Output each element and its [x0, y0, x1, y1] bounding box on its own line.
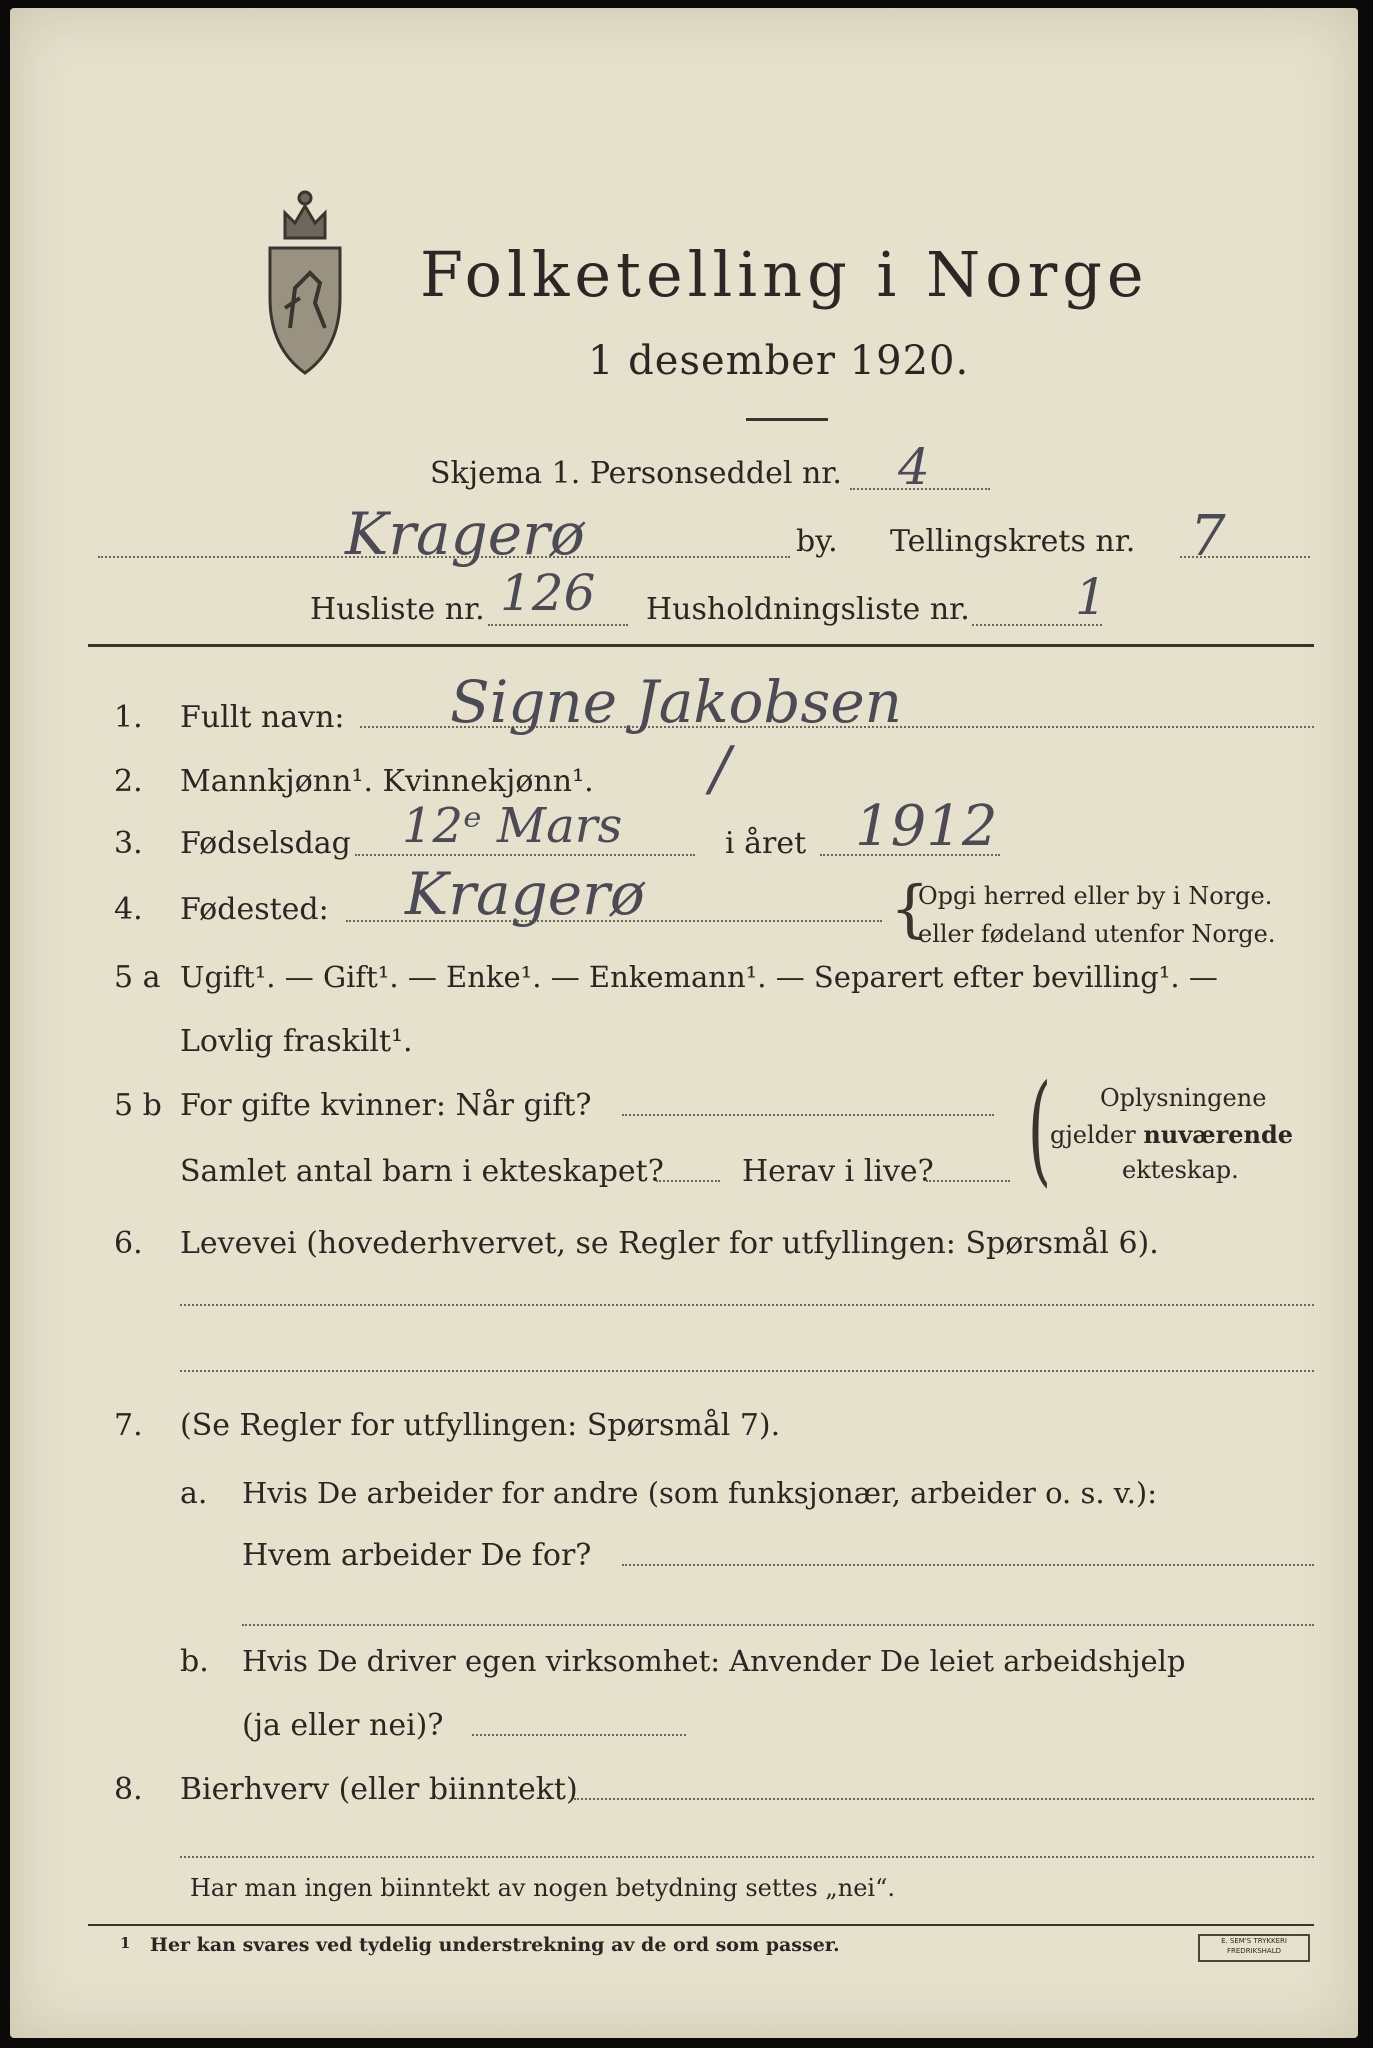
- q6-number: 6.: [114, 1226, 143, 1261]
- q3-number: 3.: [114, 826, 143, 861]
- footnote-rule: [88, 1924, 1314, 1926]
- skjema-value: 4: [898, 438, 930, 496]
- husliste-label: Husliste nr.: [310, 592, 485, 627]
- q7-number: 7.: [114, 1408, 143, 1443]
- q3-value: 12ᵉ Mars: [402, 798, 623, 854]
- q1-label: Fullt navn:: [180, 700, 345, 735]
- q8-label: Bierhverv (eller biinntekt): [180, 1772, 578, 1807]
- q7b-number: b.: [180, 1644, 209, 1679]
- footnote-text: Her kan svares ved tydelig understrekning av de ord som passer.: [150, 1934, 840, 1956]
- title-divider: [746, 418, 828, 421]
- husliste-value: 126: [500, 564, 596, 622]
- q5b-brace: (: [1027, 1060, 1052, 1199]
- q5a-line-1: Ugift¹. — Gift¹. — Enke¹. — Enkemann¹. — Separert efter bevilling¹. —: [180, 960, 1218, 994]
- q5b-line-1: For gifte kvinner: Når gift?: [180, 1088, 592, 1123]
- q4-note-1: Opgi herred eller by i Norge.: [918, 882, 1273, 910]
- q4-brace: {: [890, 872, 930, 945]
- q6-line-1: [180, 1304, 1314, 1306]
- q7a-line-2: Hvem arbeider De for?: [242, 1538, 592, 1573]
- q5b-gift-line: [622, 1114, 994, 1116]
- q8-line-extra: [180, 1856, 1314, 1858]
- q8-note: Har man ingen biinntekt av nogen betydning settes „nei“.: [190, 1874, 895, 1902]
- q7a-number: a.: [180, 1476, 208, 1511]
- q5b-note-2a: gjelder: [1050, 1121, 1144, 1149]
- q3-line: [355, 854, 695, 856]
- q5b-line-2a: Samlet antal barn i ekteskapet?: [180, 1154, 664, 1189]
- q7a-line-1: Hvis De arbeider for andre (som funksjonær, arbeider o. s. v.):: [242, 1476, 1158, 1510]
- skjema-label: Skjema 1. Personseddel nr.: [430, 456, 842, 491]
- husholdning-value: 1: [1075, 568, 1107, 626]
- tellingskrets-value: 7: [1190, 504, 1226, 569]
- q5b-note-3: ekteskap.: [1122, 1156, 1239, 1184]
- q5b-barn-line: [656, 1180, 720, 1182]
- q6-line-2: [180, 1370, 1314, 1372]
- q3-year-value: 1912: [855, 794, 998, 859]
- q5b-line-2b: Herav i live?: [742, 1154, 934, 1189]
- q7b-line: [472, 1734, 686, 1736]
- q7a-line: [622, 1564, 1314, 1566]
- q3-label: Fødselsdag: [180, 826, 351, 861]
- q8-number: 8.: [114, 1772, 143, 1807]
- q7b-line-2: (ja eller nei)?: [242, 1708, 444, 1743]
- q5b-note-2b: nuværende: [1143, 1120, 1294, 1149]
- stamp-line-2: FREDRIKSHALD: [1226, 1947, 1281, 1955]
- q4-number: 4.: [114, 892, 143, 927]
- form-title: Folketelling i Norge: [420, 238, 1149, 311]
- q7-label: (Se Regler for utfyllingen: Spørsmål 7).: [180, 1408, 781, 1443]
- q6-label: Levevei (hovederhvervet, se Regler for utfyllingen: Spørsmål 6).: [180, 1226, 1159, 1261]
- q8-line: [574, 1798, 1314, 1800]
- q2-mark: /: [710, 734, 731, 804]
- q3-year-label: i året: [725, 826, 807, 861]
- tellingskrets-label: Tellingskrets nr.: [890, 524, 1136, 559]
- stamp-line-1: E. SEM'S TRYKKERI: [1221, 1937, 1287, 1945]
- q2-number: 2.: [114, 764, 143, 799]
- q4-label: Fødested:: [180, 892, 329, 927]
- q5b-note-2: [1050, 1120, 1293, 1149]
- coat-of-arms-icon: [255, 178, 355, 378]
- husliste-line: [488, 624, 628, 626]
- census-form: [10, 8, 1358, 2038]
- q5b-live-line: [926, 1180, 1010, 1182]
- q4-note-2: eller fødeland utenfor Norge.: [918, 920, 1276, 948]
- q7a-line-extra: [242, 1624, 1314, 1626]
- q1-number: 1.: [114, 700, 143, 735]
- footnote-marker: 1: [120, 1934, 131, 1952]
- q5a-number: 5 a: [114, 960, 161, 995]
- form-date: 1 desember 1920.: [588, 338, 970, 384]
- q2-label: Mannkjønn¹. Kvinnekjønn¹.: [180, 764, 594, 799]
- printer-stamp: [1198, 1934, 1310, 1962]
- q5b-number: 5 b: [114, 1088, 162, 1123]
- q5a-line-2: Lovlig fraskilt¹.: [180, 1024, 413, 1059]
- q1-value: Signe Jakobsen: [450, 668, 902, 736]
- header-rule: [88, 644, 1314, 647]
- q5b-note-1: Oplysningene: [1100, 1084, 1267, 1112]
- q7b-line-1: Hvis De driver egen virksomhet: Anvender De leiet arbeidshjelp: [242, 1644, 1186, 1678]
- by-value: Kragerø: [345, 500, 585, 568]
- by-label: by.: [796, 524, 838, 559]
- q4-value: Kragerø: [405, 860, 645, 928]
- husholdning-label: Husholdningsliste nr.: [646, 592, 970, 627]
